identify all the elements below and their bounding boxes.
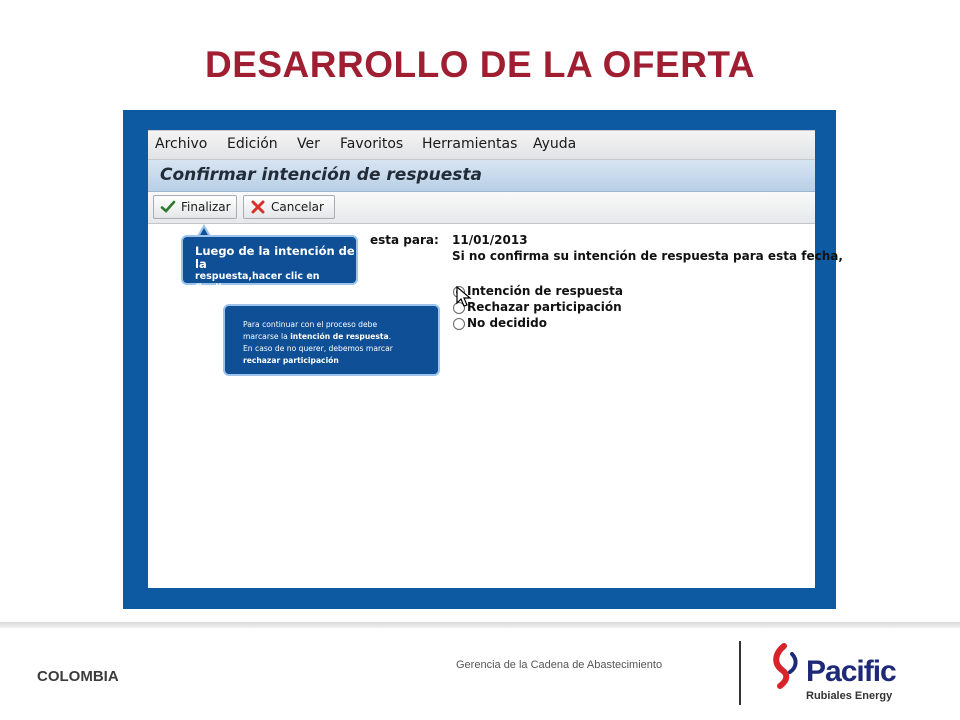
process-callout (223, 304, 440, 376)
mouse-cursor-icon (456, 286, 472, 313)
slide-title: DESARROLLO DE LA OFERTA (204, 44, 756, 85)
logo-subtitle: Rubiales Energy (806, 690, 893, 702)
process-callout-line1: Para continuar con el proceso debe (243, 320, 378, 329)
footer-rule (0, 622, 960, 628)
option-no-decidido-label: No decidido (467, 316, 547, 330)
process-callout-line4: rechazar participación (243, 356, 339, 365)
process-callout-line2: marcarse la intención de respuesta. (243, 332, 392, 341)
deadline-warning: Si no confirma su intención de respuesta para esta fecha, (452, 249, 843, 263)
cancel-label: Cancelar (271, 200, 324, 214)
radio-no-decidido[interactable] (453, 318, 465, 330)
toolbar (148, 192, 815, 224)
cancel-button[interactable] (243, 195, 335, 219)
menu-favoritos[interactable]: Favoritos (340, 136, 404, 152)
menu-ver[interactable]: Ver (297, 136, 320, 152)
footer-divider (739, 641, 741, 705)
window-title: Confirmar intención de respuesta (160, 165, 482, 185)
finalize-callout-line2: respuesta,hacer clic en finalizar. (195, 271, 320, 294)
menu-herramientas[interactable]: Herramientas (422, 136, 518, 152)
finalize-callout-line1: Luego de la intención de la (195, 244, 355, 271)
footer-country: COLOMBIA (37, 668, 119, 685)
option-intencion-label: Intención de respuesta (467, 284, 623, 298)
menu-archivo[interactable]: Archivo (155, 136, 208, 152)
deadline-label: esta para: (370, 233, 439, 247)
window-titlebar (148, 160, 815, 192)
close-icon (250, 199, 266, 215)
pacific-logo-icon (766, 640, 806, 706)
footer-department: Gerencia de la Cadena de Abastecimiento (456, 659, 663, 671)
menu-bar (148, 131, 815, 160)
deadline-date: 11/01/2013 (452, 233, 528, 247)
finalize-label: Finalizar (181, 200, 231, 214)
process-callout-line3: En caso de no querer, debemos marcar (243, 344, 393, 353)
menu-ayuda[interactable]: Ayuda (533, 136, 577, 152)
finalize-callout (181, 235, 358, 294)
menu-edicion[interactable]: Edición (227, 136, 278, 152)
checkmark-icon (160, 199, 176, 215)
finalize-button[interactable] (153, 195, 237, 219)
option-rechazar-label: Rechazar participación (467, 300, 622, 314)
logo-wordmark: Pacific (806, 655, 896, 688)
